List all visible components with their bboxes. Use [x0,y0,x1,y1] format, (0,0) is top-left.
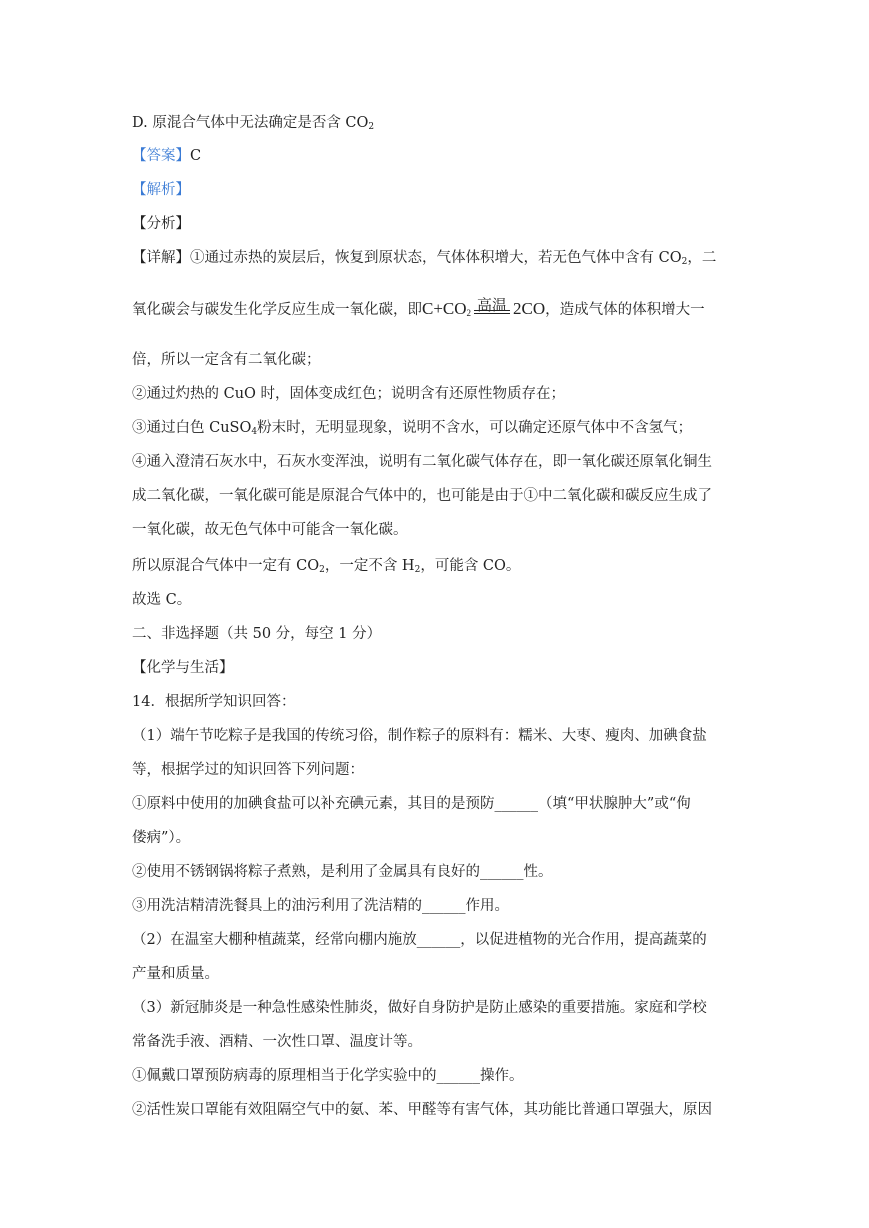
answer-tag: 【答案】 [132,148,190,164]
answer-value: C [190,148,202,164]
q14-part2-line1: （2）在温室大棚种植蔬菜，经常向棚内施放______，以促进植物的光合作用，提高蔬菜的 [132,932,707,948]
choice-line: 故选 C。 [132,592,192,608]
detail-line-2: 氧化碳会与碳发生化学反应生成一氧化碳，即$C+CO_2$ 高温 2CO，造成气体的体积增大一 [132,299,705,323]
question-14: 14．根据所学知识回答： [132,694,296,710]
reaction-condition: 高温 [474,312,510,314]
detail-line-5: ③通过白色 CuSO$_4$粉末时，无明显现象，说明不含水，可以确定还原气体中不含氢气； [132,420,693,437]
analysis-heading: 【解析】 [132,182,190,198]
option-d: D. 原混合气体中无法确定是否含 $CO_2$ [132,115,375,132]
section-heading: 二、非选择题（共 50 分，每空 1 分） [132,626,382,642]
q14-part3-sub2: ②活性炭口罩能有效阻隔空气中的氨、苯、甲醛等有害气体，其功能比普通口罩强大，原因 [132,1102,712,1118]
q14-sub1-line1: ①原料中使用的加碘食盐可以补充碘元素，其目的是预防______（填“甲状腺肿大”或“佝 [132,796,691,812]
detail-line-3: 倍，所以一定含有二氧化碳； [132,352,321,368]
q14-sub1-line2: 偻病”）。 [132,830,191,846]
q14-part1-line1: （1）端午节吃粽子是我国的传统习俗，制作粽子的原料有：糯米、大枣、瘦肉、加碘食盐 [132,728,707,744]
q14-part1-line2: 等，根据学过的知识回答下列问题： [132,762,364,778]
q14-sub3: ③用洗洁精清洗餐具上的油污利用了洗洁精的______作用。 [132,898,509,914]
q14-sub2: ②使用不锈钢锅将粽子煮熟，是利用了金属具有良好的______性。 [132,864,553,880]
topic-heading: 【化学与生活】 [132,660,234,676]
q14-part3-sub1: ①佩戴口罩预防病毒的原理相当于化学实验中的______操作。 [132,1068,524,1084]
detail-line-6: ④通入澄清石灰水中，石灰水变浑浊，说明有二氧化碳气体存在，即一氧化碳还原氧化铜生 [132,454,712,470]
answer-line [132,146,201,166]
chemical-equation: $C+CO_2$ 高温 2CO [422,296,546,318]
detail-line-7: 成二氧化碳，一氧化碳可能是原混合气体中的，也可能是由于①中二氧化碳和碳反应生成了 [132,488,712,504]
detail-line-8: 一氧化碳，故无色气体中可能含一氧化碳。 [132,522,408,538]
detail-line-4: ②通过灼热的 CuO 时，固体变成红色；说明含有还原性物质存在； [132,386,566,402]
detail-line-1: 【详解】①通过赤热的炭层后，恢复到原状态，气体体积增大，若无色气体中含有 $CO_2$，二 [132,250,717,267]
conclusion-line: 所以原混合气体中一定有 $CO_2$，一定不含 $H_2$，可能含 CO。 [132,558,521,575]
q14-part2-line2: 产量和质量。 [132,966,219,982]
q14-part3-line2: 常备洗手液、酒精、一次性口罩、温度计等。 [132,1034,422,1050]
fenxi-heading: 【分析】 [132,216,190,232]
q14-part3-line1: （3）新冠肺炎是一种急性感染性肺炎，做好自身防护是防止感染的重要措施。家庭和学校 [132,1000,707,1016]
